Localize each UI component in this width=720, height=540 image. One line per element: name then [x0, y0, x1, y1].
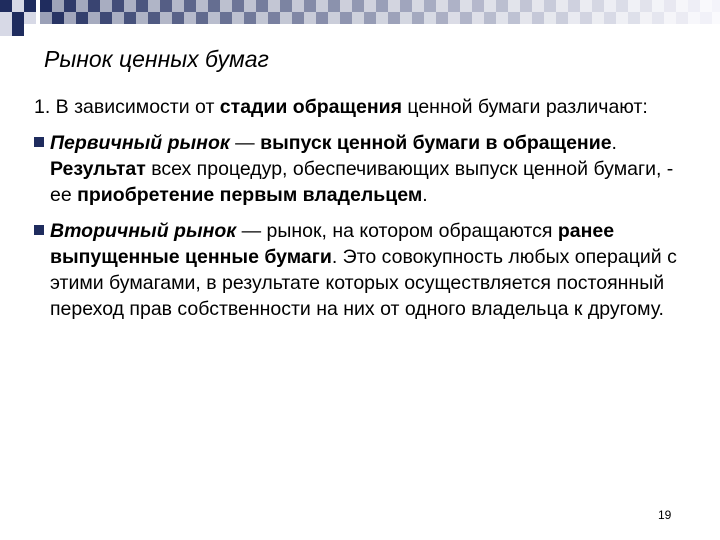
definition-bold: приобретение первым владельцем — [77, 184, 423, 206]
deco-band-cell — [256, 0, 268, 12]
deco-band-cell — [568, 12, 580, 24]
dash: — — [229, 132, 261, 154]
deco-band-cell — [376, 0, 388, 12]
deco-band-cell — [292, 0, 304, 12]
deco-band-cell — [580, 12, 592, 24]
deco-square — [12, 12, 24, 24]
deco-band-cell — [112, 12, 124, 24]
deco-square — [0, 12, 12, 24]
deco-band-cell — [556, 12, 568, 24]
deco-band-cell — [292, 12, 304, 24]
deco-band-cell — [628, 12, 640, 24]
header-decoration — [0, 0, 720, 48]
dash: — — [236, 220, 267, 242]
deco-band-cell — [640, 12, 652, 24]
deco-band-cell — [340, 0, 352, 12]
deco-band-cell — [580, 0, 592, 12]
deco-band-cell — [604, 12, 616, 24]
deco-band-cell — [712, 0, 720, 12]
intro-paragraph — [34, 94, 686, 120]
deco-band-cell — [400, 12, 412, 24]
deco-band-cell — [352, 0, 364, 12]
definition-text: . — [611, 132, 617, 154]
deco-band-cell — [364, 12, 376, 24]
square-bullet-icon — [34, 225, 44, 235]
deco-band-cell — [244, 0, 256, 12]
deco-band-cell — [616, 12, 628, 24]
deco-band-cell — [700, 12, 712, 24]
deco-band-cell — [76, 0, 88, 12]
deco-band-cell — [124, 12, 136, 24]
deco-band-cell — [520, 12, 532, 24]
deco-square — [0, 24, 12, 36]
bullet-secondary-market — [34, 218, 686, 322]
deco-band-cell — [304, 0, 316, 12]
page-number: 19 — [658, 508, 672, 522]
deco-band-cell — [64, 12, 76, 24]
deco-band-cell — [496, 12, 508, 24]
deco-band-cell — [628, 0, 640, 12]
term-secondary-market: Вторичный рынок — [50, 220, 237, 242]
deco-band-cell — [532, 12, 544, 24]
deco-band-cell — [268, 12, 280, 24]
deco-band-cell — [160, 0, 172, 12]
deco-band-cell — [364, 0, 376, 12]
deco-square — [24, 24, 36, 36]
deco-band-cell — [496, 0, 508, 12]
deco-band-cell — [640, 0, 652, 12]
deco-band-cell — [184, 12, 196, 24]
deco-band-cell — [220, 12, 232, 24]
definition-text: всех процедур, обеспечивающих выпуск ценной бумаги, - ее — [50, 158, 674, 206]
deco-band-cell — [148, 12, 160, 24]
deco-band-cell — [436, 12, 448, 24]
definition-text: . Это совокупность любых операций с этими бумагами, в результате которых осуществляется постоянный переход прав собственности на них от одного владельца к другому. — [50, 246, 677, 320]
deco-square — [24, 12, 36, 24]
deco-band-cell — [316, 12, 328, 24]
deco-band-cell — [544, 0, 556, 12]
slide-body — [34, 94, 686, 332]
deco-band-cell — [664, 12, 676, 24]
deco-band-cell — [160, 12, 172, 24]
deco-band-cell — [376, 12, 388, 24]
deco-band-cell — [652, 12, 664, 24]
deco-band-cell — [484, 0, 496, 12]
deco-band-cell — [424, 12, 436, 24]
term-primary-market: Первичный рынок — [50, 132, 230, 154]
deco-band-cell — [676, 12, 688, 24]
deco-band-cell — [592, 0, 604, 12]
deco-band-cell — [208, 12, 220, 24]
deco-band-cell — [64, 0, 76, 12]
deco-square — [12, 0, 24, 12]
deco-band-cell — [220, 0, 232, 12]
deco-band-cell — [592, 12, 604, 24]
deco-band-cell — [472, 0, 484, 12]
deco-band-cell — [508, 12, 520, 24]
deco-band-cell — [268, 0, 280, 12]
deco-band-cell — [136, 0, 148, 12]
deco-band-cell — [172, 0, 184, 12]
deco-band-cell — [604, 0, 616, 12]
deco-band-cell — [196, 12, 208, 24]
deco-band-cell — [232, 0, 244, 12]
deco-band-cell — [280, 0, 292, 12]
deco-band-cell — [568, 0, 580, 12]
deco-band-cell — [472, 12, 484, 24]
slide-title: Рынок ценных бумаг — [44, 46, 269, 72]
deco-band-cell — [400, 0, 412, 12]
deco-band-cell — [388, 0, 400, 12]
deco-band-cell — [676, 0, 688, 12]
deco-band-cell — [40, 12, 52, 24]
deco-band-cell — [412, 12, 424, 24]
deco-band-cell — [52, 12, 64, 24]
deco-band-cell — [112, 0, 124, 12]
deco-band-cell — [124, 0, 136, 12]
deco-band-cell — [448, 0, 460, 12]
deco-band-cell — [328, 0, 340, 12]
deco-band-cell — [232, 12, 244, 24]
deco-square — [24, 0, 36, 12]
deco-band-cell — [412, 0, 424, 12]
deco-band-cell — [256, 12, 268, 24]
deco-band-cell — [616, 0, 628, 12]
deco-band-cell — [88, 0, 100, 12]
intro-prefix: 1. В зависимости от — [34, 96, 220, 118]
deco-band-cell — [544, 12, 556, 24]
deco-band-cell — [280, 12, 292, 24]
deco-band-cell — [712, 12, 720, 24]
deco-band-cell — [52, 0, 64, 12]
deco-band-cell — [136, 12, 148, 24]
deco-band-cell — [316, 0, 328, 12]
intro-bold: стадии обращения — [219, 96, 402, 118]
deco-band-cell — [532, 0, 544, 12]
definition-text: рынок, на котором обращаются — [266, 220, 558, 242]
deco-band-cell — [688, 12, 700, 24]
deco-band-cell — [172, 12, 184, 24]
deco-band-cell — [508, 0, 520, 12]
deco-band-cell — [100, 12, 112, 24]
deco-band-cell — [436, 0, 448, 12]
deco-band-cell — [700, 0, 712, 12]
deco-band-cell — [520, 0, 532, 12]
deco-band-cell — [460, 12, 472, 24]
deco-band-cell — [40, 0, 52, 12]
deco-band-cell — [448, 12, 460, 24]
deco-band-cell — [304, 12, 316, 24]
deco-band-cell — [424, 0, 436, 12]
deco-square — [0, 0, 12, 12]
deco-band-cell — [88, 12, 100, 24]
square-bullet-icon — [34, 137, 44, 147]
deco-band-cell — [388, 12, 400, 24]
definition-bold: выпуск ценной бумаги в обращение — [260, 132, 612, 154]
deco-band-cell — [352, 12, 364, 24]
deco-square — [12, 24, 24, 36]
deco-band-cell — [556, 0, 568, 12]
intro-suffix: ценной бумаги различают: — [401, 96, 648, 118]
deco-band-cell — [460, 0, 472, 12]
deco-band-cell — [328, 12, 340, 24]
definition-bold: Результат — [50, 158, 146, 180]
definition-bold: ранее выпущенные ценные бумаги — [50, 220, 615, 268]
deco-band-cell — [184, 0, 196, 12]
deco-band-cell — [244, 12, 256, 24]
deco-band-cell — [196, 0, 208, 12]
deco-band-cell — [100, 0, 112, 12]
deco-band-cell — [664, 0, 676, 12]
deco-band-cell — [484, 12, 496, 24]
deco-band-cell — [76, 12, 88, 24]
deco-band-cell — [340, 12, 352, 24]
deco-band-cell — [208, 0, 220, 12]
definition-text: . — [422, 184, 428, 206]
deco-band-cell — [688, 0, 700, 12]
deco-band-cell — [148, 0, 160, 12]
bullet-primary-market — [34, 130, 686, 208]
deco-band-cell — [652, 0, 664, 12]
